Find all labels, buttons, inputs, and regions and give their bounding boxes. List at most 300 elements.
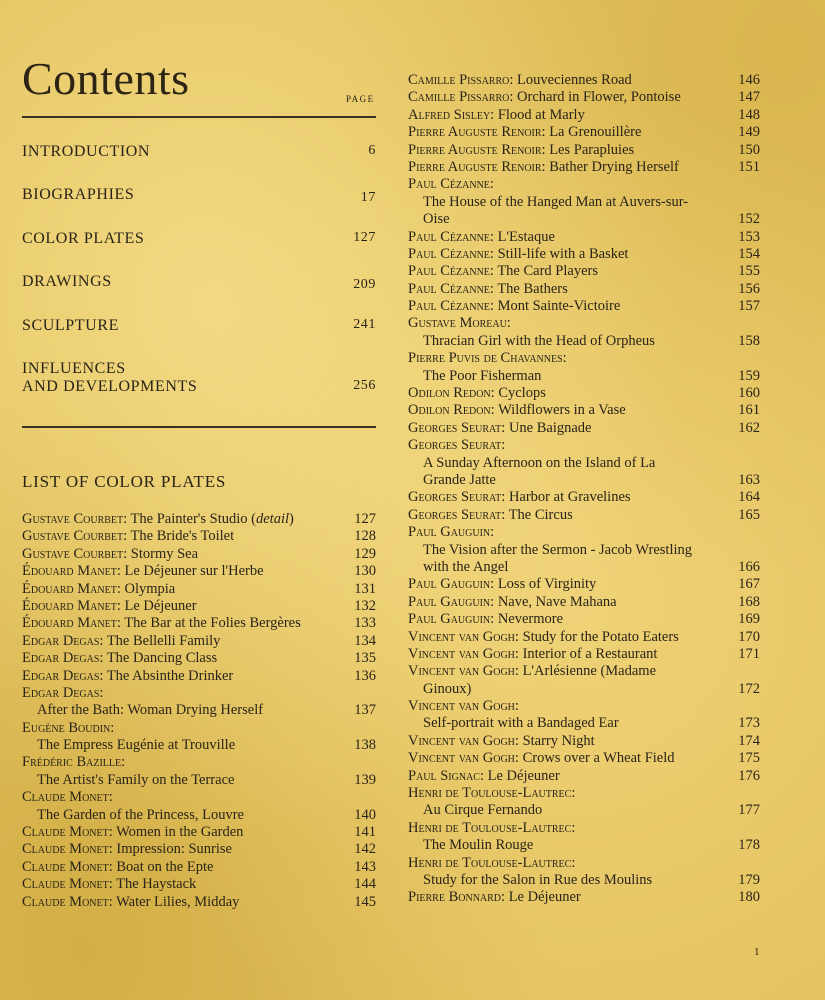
plate-entry-text: Claude Monet: Impression: Sunrise xyxy=(22,841,232,858)
plate-entry-text: Claude Monet: The Haystack xyxy=(22,876,197,893)
plate-title: Bather Drying Herself xyxy=(549,158,679,175)
artist-name: Claude Monet xyxy=(22,789,109,806)
plate-page-number: 133 xyxy=(354,615,376,632)
plate-entry-text: Gustave Courbet: The Bride's Toilet xyxy=(22,528,235,545)
plate-entry-text: Paul Gauguin: Loss of Virginity xyxy=(408,576,597,593)
artist-name: Édouard Manet xyxy=(22,615,117,632)
artist-name: Henri de Toulouse-Lautrec xyxy=(408,785,572,802)
plate-entry-line[interactable] xyxy=(408,350,760,367)
plate-page-number: 171 xyxy=(738,645,760,662)
plate-entry-line[interactable] xyxy=(22,859,376,876)
plate-entry-line[interactable] xyxy=(22,894,376,911)
plate-entry-text: Vincent van Gogh: xyxy=(408,698,519,715)
plate-entry-line[interactable] xyxy=(22,581,376,598)
plate-page-number: 136 xyxy=(354,667,376,684)
artist-name: Claude Monet xyxy=(22,841,109,858)
artist-name: Edgar Degas xyxy=(22,650,100,667)
plate-entry-text: Pierre Auguste Renoir: Bather Drying Herself xyxy=(408,158,679,175)
plate-note: detail xyxy=(256,511,290,527)
section-page: 241 xyxy=(353,317,376,332)
artist-name: Odilon Redon xyxy=(408,402,491,419)
plate-entry-line xyxy=(408,455,760,472)
plate-entry-line[interactable] xyxy=(408,107,760,124)
plate-page-number: 175 xyxy=(738,750,760,767)
plate-entry-text: Edgar Degas: The Dancing Class xyxy=(22,650,218,667)
plate-title: Le Déjeuner sur l'Herbe xyxy=(124,563,264,580)
plate-entry-line[interactable] xyxy=(22,615,376,632)
plate-page-number: 158 xyxy=(738,332,760,349)
plate-title-continued: Oise xyxy=(423,211,450,228)
plate-page-number: 161 xyxy=(738,402,760,419)
plate-page-number: 152 xyxy=(738,211,760,228)
artist-name: Édouard Manet xyxy=(22,563,117,580)
plate-page-number: 135 xyxy=(354,650,376,667)
plate-title: Le Déjeuner xyxy=(508,889,581,906)
plate-entry-line xyxy=(408,368,760,385)
plate-page-number: 176 xyxy=(738,767,760,784)
plate-entry-line[interactable] xyxy=(22,685,376,702)
plate-page-number: 178 xyxy=(738,837,760,854)
plate-title-continued: Grande Jatte xyxy=(423,471,496,488)
plate-entry-text: Paul Cézanne: L'Estaque xyxy=(408,228,555,245)
artist-name: Édouard Manet xyxy=(22,597,117,614)
plate-entry-text: Henri de Toulouse-Lautrec: xyxy=(408,854,576,871)
plate-entry-line[interactable] xyxy=(22,633,376,650)
plate-title: The Absinthe Drinker xyxy=(106,667,234,684)
section-label: COLOR PLATES xyxy=(22,230,145,247)
plate-page-number: 147 xyxy=(738,89,760,106)
plate-title: The Circus xyxy=(508,506,573,523)
plate-title: Loss of Virginity xyxy=(497,576,597,593)
section-page: 6 xyxy=(368,143,376,158)
plate-title-continued: The Artist's Family on the Terrace xyxy=(37,771,235,788)
artist-name: Gustave Courbet xyxy=(22,545,124,562)
plate-entry-line[interactable] xyxy=(408,820,760,837)
plate-entry-line xyxy=(408,333,760,350)
plate-entry-text: Paul Cézanne: xyxy=(408,176,494,193)
plate-entry-text: Édouard Manet: Olympia xyxy=(22,580,176,597)
plate-title-continued: with the Angel xyxy=(423,558,509,575)
plate-entry-line[interactable] xyxy=(408,611,760,628)
plate-entry-line[interactable] xyxy=(408,576,760,593)
top-rule xyxy=(22,116,376,118)
artist-name: Camille Pissarro xyxy=(408,89,510,106)
plate-title: Crows over a Wheat Field xyxy=(522,750,675,767)
plate-entry-text: Edgar Degas: The Absinthe Drinker xyxy=(22,667,234,684)
section-page: 127 xyxy=(353,230,376,245)
plate-page-number: 172 xyxy=(738,680,760,697)
plate-page-number: 142 xyxy=(354,841,376,858)
plate-entry-text: Edgar Degas: The Bellelli Family xyxy=(22,632,221,649)
plate-entry-line[interactable] xyxy=(408,768,760,785)
plate-page-number: 146 xyxy=(738,72,760,88)
plate-entry-text: Alfred Sisley: Flood at Marly xyxy=(408,106,585,123)
plate-title: The Bellelli Family xyxy=(106,632,221,649)
plate-entry-text: Édouard Manet: Le Déjeuner sur l'Herbe xyxy=(22,563,264,580)
artist-name: Claude Monet xyxy=(22,876,109,893)
plate-page-number: 145 xyxy=(354,893,376,910)
plate-title: The Bride's Toilet xyxy=(130,528,235,545)
artist-name: Alfred Sisley xyxy=(408,106,491,123)
plate-entry-line[interactable] xyxy=(408,263,760,280)
plate-page-number: 167 xyxy=(738,576,760,593)
plate-title-continued: Study for the Salon in Rue des Moulins xyxy=(423,871,653,888)
plate-title-continued: The Moulin Rouge xyxy=(423,837,534,854)
plate-page-number: 127 xyxy=(354,511,376,527)
artist-name: Gustave Courbet xyxy=(22,528,124,545)
artist-name: Paul Cézanne xyxy=(408,245,490,262)
plate-entry-text: Paul Gauguin: xyxy=(408,524,495,541)
plate-title-continued: The House of the Hanged Man at Auvers-sur- xyxy=(423,193,689,210)
plate-entry-text: Paul Signac: Le Déjeuner xyxy=(408,767,560,784)
plate-title: Nevermore xyxy=(497,611,564,628)
plate-title: The Card Players xyxy=(497,263,598,280)
artist-name: Paul Signac xyxy=(408,767,480,784)
plate-entry-text: Vincent van Gogh: L'Arlésienne (Madame xyxy=(408,663,657,680)
plate-entry-line[interactable] xyxy=(408,72,760,89)
plate-entry-line[interactable] xyxy=(22,563,376,580)
plate-entry-line[interactable] xyxy=(22,824,376,841)
plate-title-continued: The Vision after the Sermon - Jacob Wrestling xyxy=(423,541,693,558)
plate-title: Women in the Garden xyxy=(116,824,244,841)
plate-entry-line[interactable] xyxy=(22,841,376,858)
plate-entry-line xyxy=(408,681,760,698)
plate-entry-line[interactable] xyxy=(22,668,376,685)
plate-entry-text: Frédéric Bazille: xyxy=(22,754,126,771)
plate-entry-text: Gustave Moreau: xyxy=(408,315,511,332)
artist-name: Vincent van Gogh xyxy=(408,750,515,767)
plate-page-number: 165 xyxy=(738,506,760,523)
plate-entry-text: Paul Gauguin: Nave, Nave Mahana xyxy=(408,593,617,610)
plate-entry-line[interactable] xyxy=(408,489,760,506)
plate-entry-text: Édouard Manet: The Bar at the Folies Bergères xyxy=(22,615,301,632)
plate-entry-line[interactable] xyxy=(408,594,760,611)
artist-name: Pierre Auguste Renoir xyxy=(408,124,542,141)
plates-list-left xyxy=(22,511,376,911)
artist-name: Edgar Degas xyxy=(22,667,100,684)
plate-page-number: 169 xyxy=(738,611,760,628)
plate-title: La Grenouillère xyxy=(549,124,642,141)
plate-page-number: 154 xyxy=(738,245,760,262)
plate-entry-text: Paul Cézanne: Mont Sainte-Victoire xyxy=(408,298,621,315)
plate-entry-text: Pierre Puvis de Chavannes: xyxy=(408,350,567,367)
plate-entry-line[interactable] xyxy=(408,246,760,263)
plate-page-number: 157 xyxy=(738,298,760,315)
plate-entry-line[interactable] xyxy=(22,720,376,737)
artist-name: Pierre Auguste Renoir xyxy=(408,158,542,175)
section-page: 256 xyxy=(353,378,376,393)
plate-page-number: 132 xyxy=(354,597,376,614)
plate-page-number: 163 xyxy=(738,471,760,488)
plate-entry-line[interactable] xyxy=(408,89,760,106)
plate-entry-text: Pierre Auguste Renoir: Les Parapluies xyxy=(408,141,635,158)
plate-entry-line xyxy=(408,559,760,576)
plate-entry-line[interactable] xyxy=(22,876,376,893)
plate-entry-text: Camille Pissarro: Orchard in Flower, Pontoise xyxy=(408,89,681,106)
middle-rule xyxy=(22,426,376,428)
plate-page-number: 155 xyxy=(738,263,760,280)
plate-title: Cyclops xyxy=(498,385,546,402)
artist-name: Edgar Degas xyxy=(22,684,100,701)
plate-page-number: 174 xyxy=(738,732,760,749)
plate-page-number: 149 xyxy=(738,124,760,141)
plate-title: Impression: Sunrise xyxy=(116,841,232,858)
plate-entry-line xyxy=(22,737,376,754)
plate-entry-text: Camille Pissarro: Louveciennes Road xyxy=(408,72,632,88)
artist-name: Paul Gauguin xyxy=(408,611,491,628)
artist-name: Georges Seurat xyxy=(408,506,502,523)
plate-page-number: 139 xyxy=(354,771,376,788)
plate-title: Starry Night xyxy=(522,732,595,749)
page-title: Contents xyxy=(22,53,190,104)
artist-name: Paul Gauguin xyxy=(408,524,491,541)
section-page: 209 xyxy=(353,277,376,292)
plate-title-continued: The Poor Fisherman xyxy=(423,367,542,384)
plate-page-number: 180 xyxy=(738,889,760,906)
plate-page-number: 144 xyxy=(354,876,376,893)
plate-entry-text: Vincent van Gogh: Interior of a Restaurant xyxy=(408,645,658,662)
artist-name: Eugène Boudin xyxy=(22,719,111,736)
plate-title: Still-life with a Basket xyxy=(497,245,629,262)
section-label: INFLUENCES AND DEVELOPMENTS xyxy=(22,360,198,395)
plate-entry-line xyxy=(408,872,760,889)
artist-name: Vincent van Gogh xyxy=(408,628,515,645)
plate-entry-text: Vincent van Gogh: Study for the Potato Eaters xyxy=(408,628,679,645)
plate-title-continued: After the Bath: Woman Drying Herself xyxy=(37,702,264,719)
plate-entry-line[interactable] xyxy=(408,646,760,663)
plate-title: Les Parapluies xyxy=(549,141,635,158)
plate-title: The Painter's Studio xyxy=(130,511,248,527)
plate-entry-line[interactable] xyxy=(408,889,760,906)
artist-name: Gustave Courbet xyxy=(22,511,124,527)
plate-entry-line[interactable] xyxy=(408,733,760,750)
artist-name: Vincent van Gogh xyxy=(408,698,515,715)
plate-entry-text: Odilon Redon: Wildflowers in a Vase xyxy=(408,402,626,419)
artist-name: Gustave Moreau xyxy=(408,315,507,332)
plate-title: Mont Sainte-Victoire xyxy=(497,298,621,315)
artist-name: Paul Cézanne xyxy=(408,263,490,280)
artist-name: Pierre Puvis de Chavannes xyxy=(408,350,563,367)
plate-entry-line[interactable] xyxy=(22,598,376,615)
plate-title-continued: Au Cirque Fernando xyxy=(423,802,543,819)
plate-page-number: 130 xyxy=(354,563,376,580)
plate-entry-line xyxy=(408,837,760,854)
plate-title: Louveciennes Road xyxy=(517,72,632,88)
artist-name: Paul Cézanne xyxy=(408,298,490,315)
plate-entry-line[interactable] xyxy=(408,402,760,419)
plate-title: Orchard in Flower, Pontoise xyxy=(517,89,681,106)
plate-entry-text: Georges Seurat: The Circus xyxy=(408,506,573,523)
plate-entry-line[interactable] xyxy=(408,142,760,159)
plate-entry-text: Paul Cézanne: Still-life with a Basket xyxy=(408,245,629,262)
plate-entry-text: Eugène Boudin: xyxy=(22,719,115,736)
artist-name: Edgar Degas xyxy=(22,632,100,649)
plate-entry-line[interactable] xyxy=(22,546,376,563)
plate-entry-text: Claude Monet: Water Lilies, Midday xyxy=(22,893,240,910)
plate-entry-line[interactable] xyxy=(408,663,760,680)
plates-list-heading: LIST OF COLOR PLATES xyxy=(22,472,227,491)
artist-name: Claude Monet xyxy=(22,824,109,841)
plate-entry-line xyxy=(22,807,376,824)
plate-entry-line xyxy=(408,542,760,559)
plate-entry-text: Paul Cézanne: The Bathers xyxy=(408,280,568,297)
plate-page-number: 160 xyxy=(738,385,760,402)
plate-entry-line[interactable] xyxy=(408,785,760,802)
plate-page-number: 128 xyxy=(354,528,376,545)
plate-title: L'Arlésienne (Madame xyxy=(522,663,657,680)
plate-entry-line[interactable] xyxy=(22,511,376,528)
plate-page-number: 177 xyxy=(738,802,760,819)
plate-page-number: 141 xyxy=(354,824,376,841)
section-label: SCULPTURE xyxy=(22,317,119,334)
plate-entry-text: Georges Seurat: xyxy=(408,437,506,454)
plate-entry-text: Claude Monet: Women in the Garden xyxy=(22,824,244,841)
plate-entry-text: Vincent van Gogh: Crows over a Wheat Field xyxy=(408,750,675,767)
plate-title: Study for the Potato Eaters xyxy=(522,628,679,645)
plate-entry-line[interactable] xyxy=(408,281,760,298)
artist-name: Pierre Auguste Renoir xyxy=(408,141,542,158)
plate-title-continued: Self-portrait with a Bandaged Ear xyxy=(423,715,619,732)
plate-page-number: 170 xyxy=(738,628,760,645)
artist-name: Odilon Redon xyxy=(408,385,491,402)
artist-name: Paul Gauguin xyxy=(408,576,491,593)
artist-name: Paul Cézanne xyxy=(408,176,490,193)
plate-entry-line[interactable] xyxy=(408,855,760,872)
plate-entry-line[interactable] xyxy=(22,528,376,545)
plate-entry-line[interactable] xyxy=(408,420,760,437)
plate-entry-line xyxy=(408,472,760,489)
plate-entry-text: Gustave Courbet: Stormy Sea xyxy=(22,545,199,562)
plate-page-number: 151 xyxy=(738,158,760,175)
artist-name: Pierre Bonnard xyxy=(408,889,502,906)
plate-page-number: 129 xyxy=(354,545,376,562)
plate-entry-text: Georges Seurat: Une Baignade xyxy=(408,419,592,436)
plate-entry-line[interactable] xyxy=(22,650,376,667)
plate-page-number: 159 xyxy=(738,367,760,384)
plate-entry-text: Henri de Toulouse-Lautrec: xyxy=(408,785,576,802)
plate-entry-text: Gustave Courbet: The Painter's Studio (detail) xyxy=(22,511,294,527)
artist-name: Paul Gauguin xyxy=(408,593,491,610)
artist-name: Camille Pissarro xyxy=(408,72,510,88)
page-number: 1 xyxy=(754,946,760,958)
plate-entry-line[interactable] xyxy=(22,789,376,806)
plate-title-continued: A Sunday Afternoon on the Island of La xyxy=(423,454,656,471)
artist-name: Henri de Toulouse-Lautrec xyxy=(408,854,572,871)
plate-title: Olympia xyxy=(124,580,176,597)
artist-name: Édouard Manet xyxy=(22,580,117,597)
plate-page-number: 138 xyxy=(354,737,376,754)
plate-entry-text: Claude Monet: xyxy=(22,789,113,806)
plate-title: Stormy Sea xyxy=(130,545,199,562)
artist-name: Henri de Toulouse-Lautrec xyxy=(408,819,572,836)
plate-title: Water Lilies, Midday xyxy=(116,893,240,910)
plate-entry-line[interactable] xyxy=(408,629,760,646)
plate-entry-text: Pierre Bonnard: Le Déjeuner xyxy=(408,889,581,906)
artist-name: Claude Monet xyxy=(22,893,109,910)
plate-entry-line[interactable] xyxy=(408,176,760,193)
plate-page-number: 156 xyxy=(738,280,760,297)
plate-page-number: 140 xyxy=(354,806,376,823)
plate-page-number: 162 xyxy=(738,419,760,436)
plate-title-continued: Thracian Girl with the Head of Orpheus xyxy=(423,332,655,349)
plate-entry-line xyxy=(408,802,760,819)
plate-entry-text: Odilon Redon: Cyclops xyxy=(408,385,546,402)
plate-entry-text: Paul Gauguin: Nevermore xyxy=(408,611,564,628)
plate-entry-line[interactable] xyxy=(408,385,760,402)
plate-page-number: 131 xyxy=(354,580,376,597)
artist-name: Paul Cézanne xyxy=(408,228,490,245)
plate-entry-line xyxy=(408,194,760,211)
plate-entry-text: Pierre Auguste Renoir: La Grenouillère xyxy=(408,124,642,141)
plate-title: Une Baignade xyxy=(508,419,592,436)
plate-page-number: 153 xyxy=(738,228,760,245)
plate-entry-text: Claude Monet: Boat on the Epte xyxy=(22,858,214,875)
plate-entry-line xyxy=(22,702,376,719)
plate-title: The Bathers xyxy=(497,280,568,297)
plate-page-number: 164 xyxy=(738,489,760,506)
section-label: BIOGRAPHIES xyxy=(22,186,135,203)
artist-name: Georges Seurat xyxy=(408,489,502,506)
plate-entry-line[interactable] xyxy=(22,754,376,771)
plate-title: The Haystack xyxy=(116,876,197,893)
plate-title: The Bar at the Folies Bergères xyxy=(124,615,301,632)
artist-name: Vincent van Gogh xyxy=(408,645,515,662)
plate-title: The Dancing Class xyxy=(106,650,218,667)
artist-name: Claude Monet xyxy=(22,858,109,875)
plate-entry-line[interactable] xyxy=(408,298,760,315)
plates-list-right xyxy=(408,72,760,907)
plate-entry-text: Paul Cézanne: The Card Players xyxy=(408,263,598,280)
plate-entry-line[interactable] xyxy=(408,524,760,541)
plate-title: Harbor at Gravelines xyxy=(508,489,631,506)
plate-title: Le Déjeuner xyxy=(124,597,197,614)
plate-title: Nave, Nave Mahana xyxy=(497,593,617,610)
plate-title: Boat on the Epte xyxy=(116,858,214,875)
section-label: INTRODUCTION xyxy=(22,143,151,160)
section-page: 17 xyxy=(360,190,376,205)
plate-entry-line[interactable] xyxy=(408,750,760,767)
plate-entry-line[interactable] xyxy=(408,159,760,176)
plate-entry-line[interactable] xyxy=(408,315,760,332)
plate-page-number: 166 xyxy=(738,558,760,575)
plate-title-continued: Ginoux) xyxy=(423,680,472,697)
artist-name: Vincent van Gogh xyxy=(408,663,515,680)
plate-entry-line xyxy=(408,715,760,732)
plate-entry-line[interactable] xyxy=(408,124,760,141)
plate-title-continued: The Garden of the Princess, Louvre xyxy=(37,806,244,823)
plate-entry-line[interactable] xyxy=(408,507,760,524)
plate-page-number: 168 xyxy=(738,593,760,610)
plate-page-number: 173 xyxy=(738,715,760,732)
plate-title: Le Déjeuner xyxy=(487,767,560,784)
plate-page-number: 134 xyxy=(354,632,376,649)
plate-entry-line[interactable] xyxy=(408,698,760,715)
plate-entry-line[interactable] xyxy=(408,229,760,246)
page-column-header: PAGE xyxy=(346,94,375,104)
artist-name: Vincent van Gogh xyxy=(408,732,515,749)
plate-title: Flood at Marly xyxy=(497,106,585,123)
section-label: DRAWINGS xyxy=(22,273,112,290)
artist-name: Paul Cézanne xyxy=(408,280,490,297)
plate-title: Wildflowers in a Vase xyxy=(498,402,626,419)
plate-page-number: 137 xyxy=(354,702,376,719)
plate-entry-text: Édouard Manet: Le Déjeuner xyxy=(22,597,197,614)
plate-entry-text: Vincent van Gogh: Starry Night xyxy=(408,732,595,749)
plate-entry-text: Henri de Toulouse-Lautrec: xyxy=(408,819,576,836)
plate-title: L'Estaque xyxy=(497,228,555,245)
plate-entry-line[interactable] xyxy=(408,437,760,454)
plate-entry-text: Edgar Degas: xyxy=(22,684,104,701)
